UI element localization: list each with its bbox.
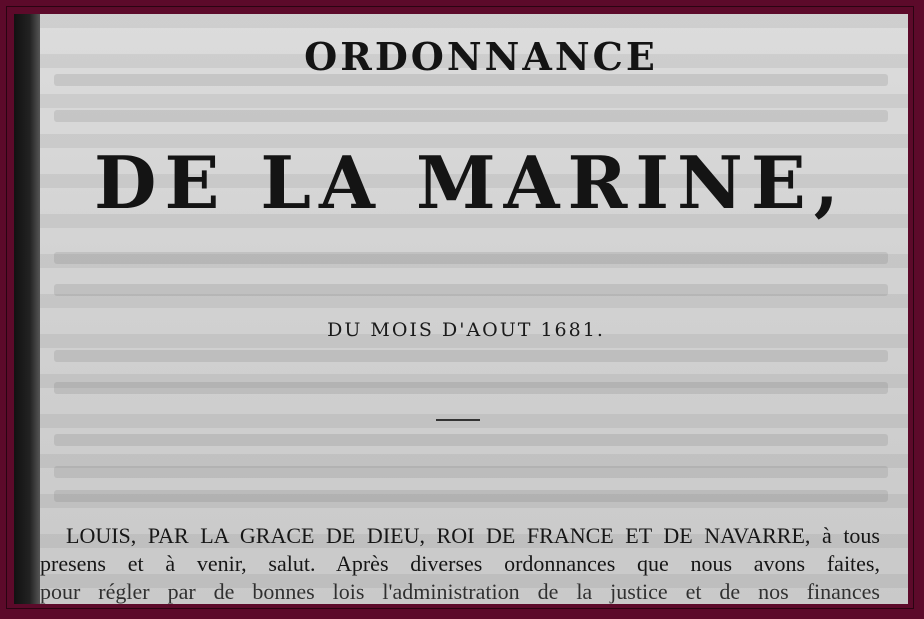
bleed-through-text xyxy=(54,490,888,502)
body-text xyxy=(40,522,880,604)
bleed-through-text xyxy=(54,252,888,264)
date-line: DU MOIS D'AOUT 1681. xyxy=(327,319,605,341)
title-de-la-marine: DE LA MARINE, xyxy=(94,140,847,225)
bleed-through-text xyxy=(54,284,888,296)
body-line: pour régler par de bonnes lois l'administration de la justice et de nos finances xyxy=(40,579,880,604)
body-line: LOUIS, PAR LA GRACE DE DIEU, ROI DE FRANCE ET DE NAVARRE, à tous xyxy=(66,523,880,548)
divider-rule xyxy=(436,419,480,421)
bleed-through-text xyxy=(54,350,888,362)
title-ordonnance: ORDONNANCE xyxy=(304,34,658,79)
bleed-through-text xyxy=(54,466,888,478)
document-page xyxy=(14,14,908,604)
bleed-through-text xyxy=(54,382,888,394)
bleed-through-text xyxy=(54,434,888,446)
body-line: presens et à venir, salut. Après diverses ordonnances que nous avons faites, xyxy=(40,551,880,576)
book-spine-shadow xyxy=(14,14,40,604)
bleed-through-text xyxy=(54,110,888,122)
